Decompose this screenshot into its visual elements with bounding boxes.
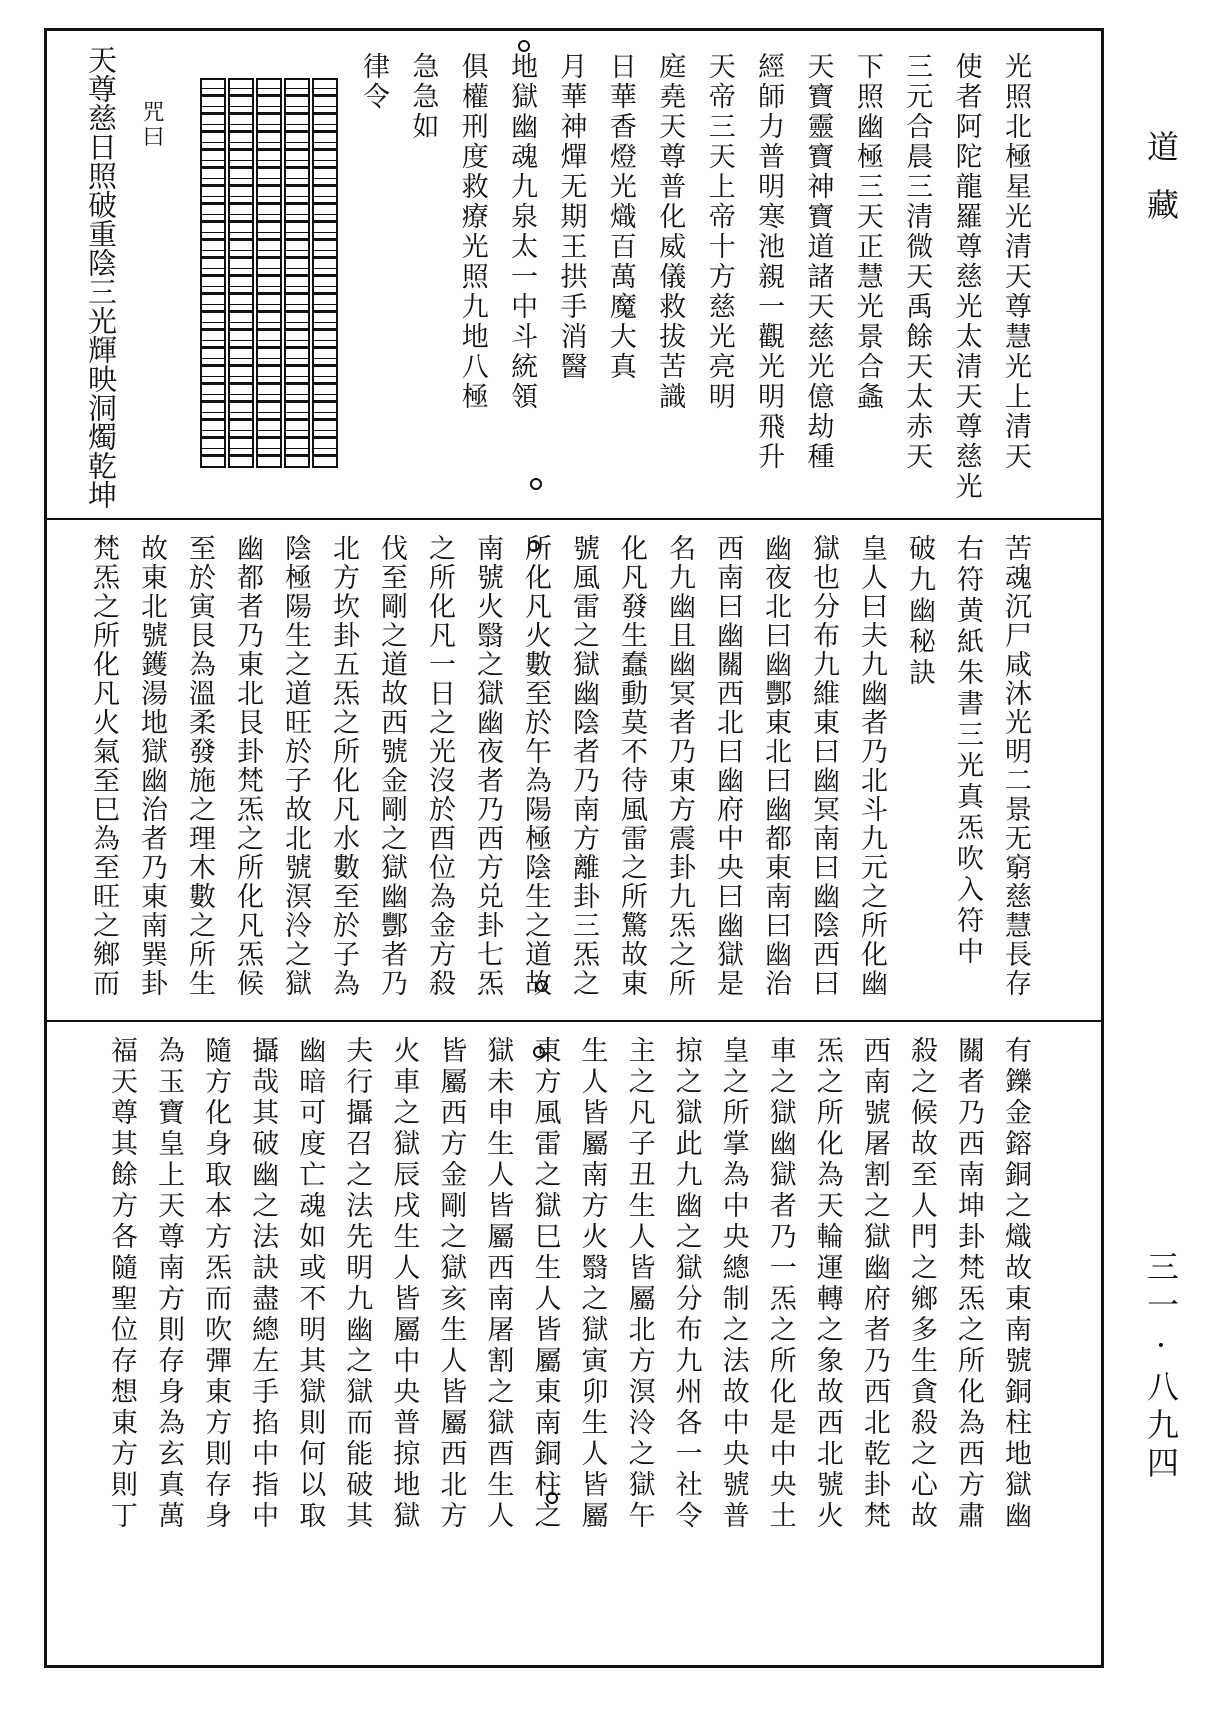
text-column: 夫行攝召之法先明九幽之獄而能破其 [341,1036,373,1532]
text-column: 有鑠金鎔銅之熾故東南號銅柱地獄幽 [1000,1036,1031,1532]
marker-circle [530,478,542,490]
margin-title: 道藏 [1142,130,1180,246]
text-column: 經師力普明寒池親一觀光明飛升 [753,52,785,472]
charm-label: 咒曰 [139,100,164,150]
text-column: 皆屬西方金剛之獄亥生人皆屬西北方 [435,1036,467,1532]
text-column: 車之獄幽獄者乃一炁之所化是中央土 [764,1036,796,1532]
text-column: 福天尊其餘方各隨聖位存想東方則丁 [106,1036,137,1532]
text-column: 右符黄紙朱書三光真炁吹入符中 [952,534,983,968]
text-column: 號風雷之獄幽陰者乃南方離卦三炁之 [568,534,599,998]
text-column: 所化凡火數至於午為陽極陰生之道故 [520,534,551,998]
text-column: 殺之候故至人門之鄉多生貪殺之心故 [905,1036,937,1532]
text-column: 庭堯天尊普化威儀救拔苦識 [654,52,686,412]
text-column: 炁之所化為天輪運轉之象故西北號火 [811,1036,843,1532]
text-column: 月華神燀无期王拱手消醫 [555,52,587,382]
text-column: 幽暗可度亡魂如或不明其獄則何以取 [294,1036,326,1532]
text-column: 急急如 [407,52,439,142]
section-divider-1 [44,518,1104,520]
text-column: 西南號屠割之獄幽府者乃西北乾卦梵 [858,1036,890,1532]
text-column: 化凡發生蠢動莫不待風雷之所驚故東 [616,534,647,998]
text-column: 皇人曰夫九幽者乃北斗九元之所化幽 [856,534,887,998]
text-column: 幽夜北曰幽酆東北曰幽都東南曰幽治 [760,534,791,998]
text-column: 梵炁之所化凡火氣至巳為至旺之鄉而 [88,534,119,998]
text-column: 隨方化身取本方炁而吹彈東方則存身 [200,1036,232,1532]
text-column: 天寶靈寶神寶道諸天慈光億劫種 [802,52,834,472]
text-column: 主之凡子丑生人皆屬北方溟泠之獄午 [623,1036,655,1532]
text-column: 俱權刑度救療光照九地八極 [456,52,488,412]
text-column: 至於寅艮為溫柔發施之理木數之所生 [184,534,215,998]
section-divider-2 [44,1020,1104,1022]
text-column: 破九幽秘訣 [904,534,935,689]
marker-circle [518,40,530,52]
text-column: 獄也分布九維東曰幽冥南曰幽陰西曰 [808,534,839,998]
text-column: 之所化凡一日之光沒於酉位為金方殺 [424,534,455,998]
text-column: 攝哉其破幽之法訣盡總左手掐中指中 [247,1036,279,1532]
text-column: 下照幽極三天正慧光景合螽 [851,52,883,412]
text-column: 東方風雷之獄巳生人皆屬東南銅柱之 [529,1036,561,1532]
text-column: 關者乃西南坤卦梵炁之所化為西方肅 [952,1036,984,1532]
text-column: 獄未申生人皆屬西南屠割之獄酉生人 [482,1036,514,1532]
text-column: 三元合晨三清微天禹餘天太赤天 [901,52,933,472]
text-column: 使者阿陀龍羅尊慈光太清天尊慈光 [950,52,982,502]
text-column: 天帝三天上帝十方慈光亮明 [703,52,735,412]
text-column: 皇之所掌為中央總制之法故中央號普 [717,1036,749,1532]
charm-text: 天尊慈日照破重陰三光輝映洞燭乾坤 [84,45,118,509]
text-column: 西南曰幽關西北曰幽府中央曰幽獄是 [712,534,743,998]
text-column: 北方坎卦五炁之所化凡水數至於子為 [328,534,359,998]
text-column: 火車之獄辰戌生人皆屬中央普掠地獄 [388,1036,420,1532]
text-column: 苦魂沉尸咸沐光明二景无窮慈慧長存 [1000,534,1031,998]
text-column: 幽都者乃東北艮卦梵炁之所化凡炁候 [232,534,263,998]
text-column: 故東北號鑊湯地獄幽治者乃東南巽卦 [136,534,167,998]
text-column: 地獄幽魂九泉太一中斗統領 [506,52,538,412]
text-column: 律令 [358,52,389,112]
margin-page-number: 三一·八九四 [1142,1250,1180,1484]
text-column: 陰極陽生之道旺於子故北號溟泠之獄 [280,534,311,998]
talisman-seal-graphic [200,78,340,468]
text-column: 光照北極星光清天尊慧光上清天 [1000,52,1031,472]
text-column: 伐至剛之道故西號金剛之獄幽酆者乃 [376,534,407,998]
text-column: 名九幽且幽冥者乃東方震卦九炁之所 [664,534,695,998]
text-column: 生人皆屬南方火翳之獄寅卯生人皆屬 [576,1036,608,1532]
text-column: 南號火翳之獄幽夜者乃西方兑卦七炁 [472,534,503,998]
text-column: 掠之獄此九幽之獄分布九州各一社令 [670,1036,702,1532]
text-column: 為玉寶皇上天尊南方則存身為玄真萬 [153,1036,185,1532]
text-column: 日華香燈光熾百萬魔大真 [604,52,636,382]
